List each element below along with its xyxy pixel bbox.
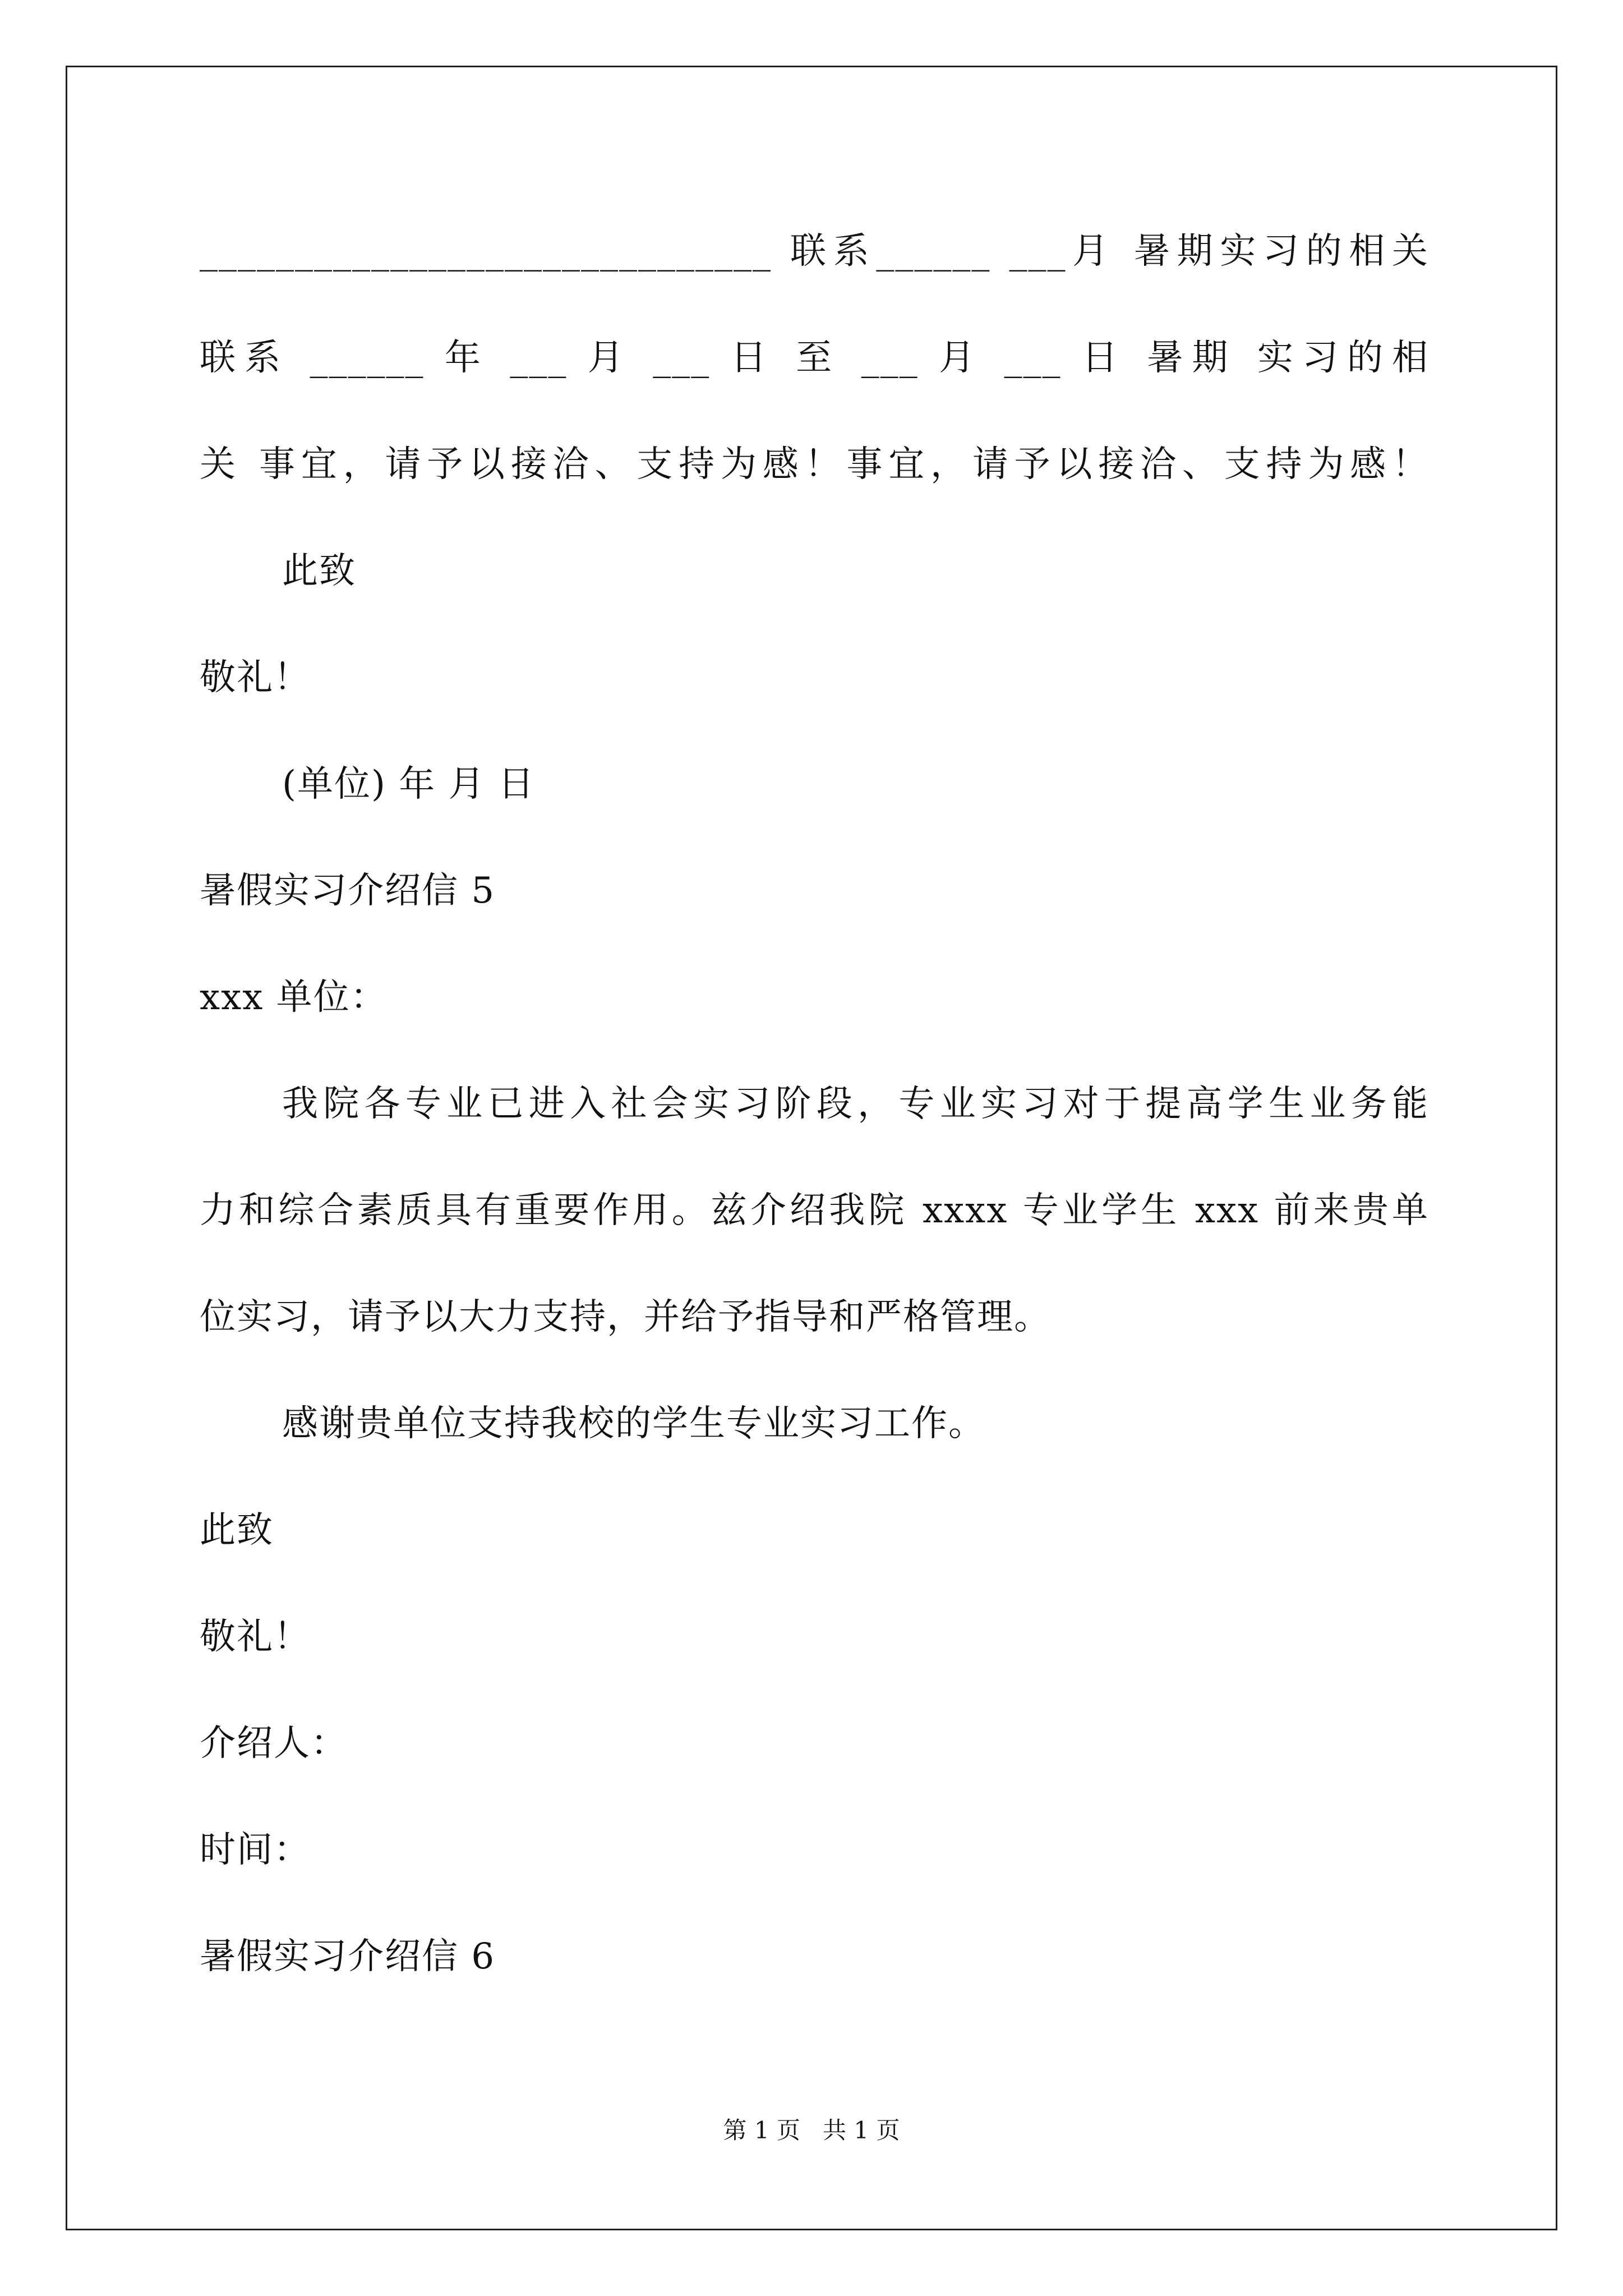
- text-line-2: 联系 ______ 年 ___ 月 ___ 日 至 ___ 月 ___ 日 暑期 实习的相: [200, 337, 1429, 379]
- body-line-3: 位实习，请予以大力支持，并给予指导和严格管理。: [200, 1296, 1051, 1338]
- time-label: 时间：: [200, 1829, 311, 1871]
- salutation: xxx 单位：: [200, 977, 388, 1018]
- closing-jingli: 敬礼！: [200, 657, 311, 698]
- introducer-label: 介绍人：: [200, 1723, 348, 1764]
- thanks-line: 感谢贵单位支持我校的学生专业实习工作。: [282, 1403, 985, 1444]
- unit-date-line: (单位) 年 月 日: [282, 763, 535, 805]
- section-heading-6: 暑假实习介绍信 6: [200, 1936, 496, 1977]
- page-footer: 第 1 页 共 1 页: [723, 2116, 900, 2144]
- body-line-2: 力和综合素质具有重要作用。兹介绍我院 xxxx 专业学生 xxx 前来贵单: [200, 1190, 1429, 1231]
- text-line-1: ______________________________ 联系______ ___月 暑期实习的相关: [200, 231, 1429, 272]
- closing-cizhi-2: 此致: [200, 1510, 274, 1551]
- section-heading-5: 暑假实习介绍信 5: [200, 870, 496, 912]
- page-border: [66, 66, 1557, 2230]
- closing-cizhi: 此致: [282, 550, 356, 592]
- body-line-1: 我院各专业已进入社会实习阶段，专业实习对于提高学生业务能: [282, 1083, 1429, 1125]
- text-line-3: 关 事宜，请予以接洽、支持为感！事宜，请予以接洽、支持为感！: [200, 444, 1429, 485]
- closing-jingli-2: 敬礼！: [200, 1616, 311, 1658]
